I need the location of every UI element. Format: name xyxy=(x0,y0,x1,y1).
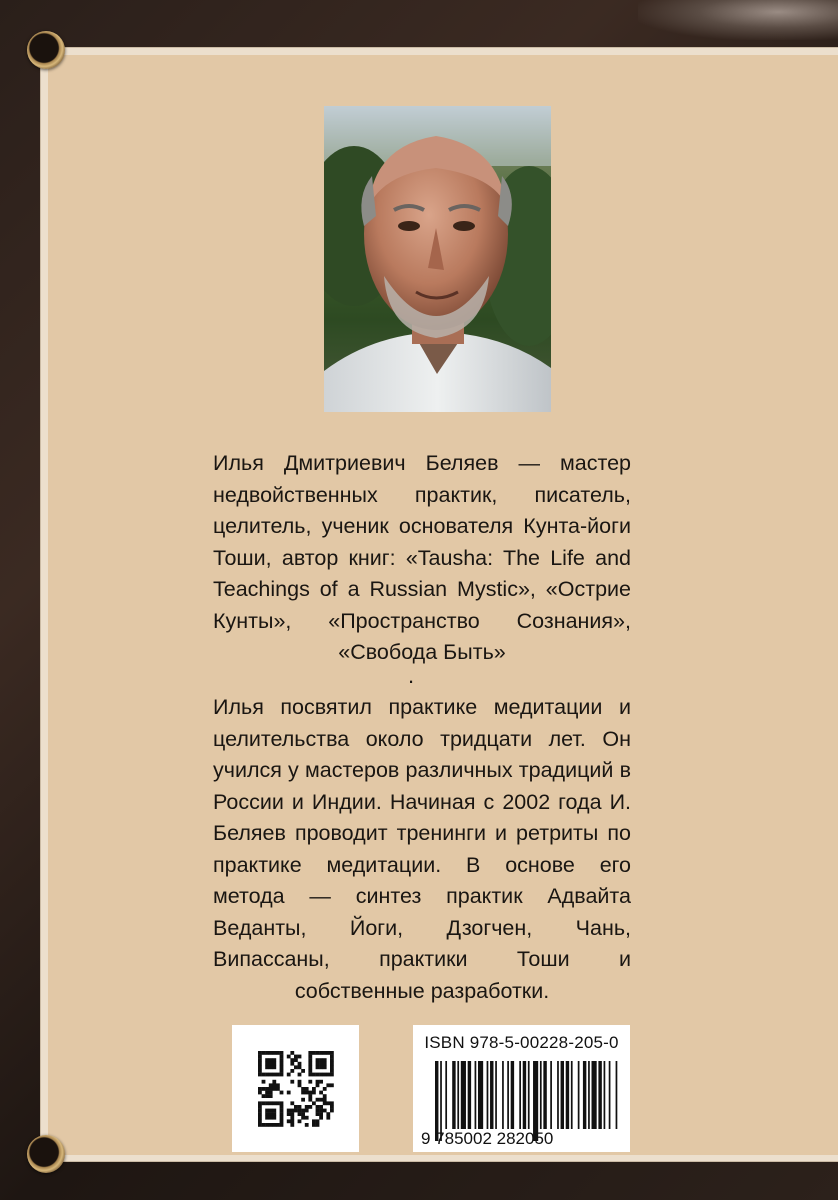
qr-module xyxy=(280,1116,284,1120)
qr-module xyxy=(272,1065,276,1069)
qr-module xyxy=(265,1087,269,1091)
barcode-bar xyxy=(616,1061,618,1129)
qr-module xyxy=(298,1065,302,1069)
qr-module xyxy=(265,1094,269,1098)
barcode-bar xyxy=(487,1061,489,1129)
barcode-bar xyxy=(540,1061,542,1129)
qr-module xyxy=(298,1062,302,1066)
qr-module xyxy=(301,1112,305,1116)
barcode-bar xyxy=(523,1061,526,1129)
qr-module xyxy=(294,1055,298,1059)
qr-module xyxy=(319,1062,323,1066)
barcode-bar xyxy=(561,1061,564,1129)
qr-module xyxy=(280,1119,284,1123)
qr-module xyxy=(308,1058,312,1062)
qr-module xyxy=(319,1051,323,1055)
qr-module xyxy=(269,1094,273,1098)
qr-code-card xyxy=(232,1025,359,1152)
qr-module xyxy=(280,1051,284,1055)
qr-module xyxy=(269,1123,273,1127)
qr-module xyxy=(326,1051,330,1055)
qr-module xyxy=(316,1080,320,1084)
barcode-bar xyxy=(543,1061,546,1129)
qr-module xyxy=(272,1062,276,1066)
qr-module xyxy=(290,1101,294,1105)
qr-module xyxy=(319,1073,323,1077)
qr-module xyxy=(312,1101,316,1105)
qr-module xyxy=(298,1080,302,1084)
qr-module xyxy=(272,1112,276,1116)
qr-module xyxy=(276,1101,280,1105)
qr-module xyxy=(301,1091,305,1095)
qr-module xyxy=(276,1051,280,1055)
qr-module xyxy=(272,1083,276,1087)
qr-module xyxy=(258,1101,262,1105)
qr-module xyxy=(330,1105,334,1109)
separator-dot: . xyxy=(408,663,415,688)
qr-module xyxy=(258,1087,262,1091)
qr-module xyxy=(287,1112,291,1116)
qr-module xyxy=(269,1083,273,1087)
qr-module xyxy=(258,1073,262,1077)
qr-module xyxy=(316,1119,320,1123)
qr-module xyxy=(265,1116,269,1120)
qr-module xyxy=(308,1069,312,1073)
barcode-bar xyxy=(461,1061,466,1129)
qr-module xyxy=(316,1062,320,1066)
barcode-bar xyxy=(609,1061,611,1129)
barcode-bar xyxy=(588,1061,590,1129)
corner-pin-bottom-left xyxy=(27,1135,65,1173)
qr-module xyxy=(258,1116,262,1120)
qr-module xyxy=(276,1123,280,1127)
author-photo xyxy=(324,106,551,412)
barcode-bar xyxy=(511,1061,514,1129)
qr-module xyxy=(308,1051,312,1055)
qr-module xyxy=(298,1073,302,1077)
qr-module xyxy=(258,1065,262,1069)
qr-module xyxy=(323,1065,327,1069)
qr-module xyxy=(298,1105,302,1109)
qr-module xyxy=(323,1051,327,1055)
qr-module xyxy=(294,1105,298,1109)
barcode-bar xyxy=(592,1061,597,1129)
qr-module xyxy=(312,1091,316,1095)
qr-module xyxy=(312,1051,316,1055)
qr-module xyxy=(316,1098,320,1102)
qr-module xyxy=(316,1123,320,1127)
qr-module xyxy=(330,1055,334,1059)
qr-module xyxy=(269,1112,273,1116)
qr-module xyxy=(265,1109,269,1113)
qr-module xyxy=(272,1051,276,1055)
qr-module xyxy=(262,1051,266,1055)
qr-module xyxy=(258,1112,262,1116)
barcode-bar xyxy=(550,1061,552,1129)
author-bio-paragraph: Илья Дмитриевич Беляев — мастер недвойственных практик, писатель, целитель, ученик основателя Кунта-йоги Тоши, автор книг: «Tausha: The Life and Teachings of a Russian Mystic», «Острие Кунты», «Пространство Сознания», «Свобода Быть» xyxy=(213,451,631,664)
qr-module xyxy=(319,1098,323,1102)
qr-module xyxy=(269,1062,273,1066)
barcode-card xyxy=(413,1025,630,1152)
qr-module xyxy=(298,1083,302,1087)
qr-module xyxy=(326,1083,330,1087)
qr-module xyxy=(290,1062,294,1066)
qr-module xyxy=(280,1123,284,1127)
qr-module xyxy=(287,1091,291,1095)
qr-module xyxy=(316,1083,320,1087)
qr-module xyxy=(319,1091,323,1095)
qr-module xyxy=(265,1091,269,1095)
isbn-label: ISBN 978-5-00228-205-0 xyxy=(424,1033,619,1052)
qr-module xyxy=(265,1101,269,1105)
qr-module xyxy=(287,1109,291,1113)
qr-module xyxy=(262,1087,266,1091)
qr-module xyxy=(316,1112,320,1116)
qr-module xyxy=(269,1051,273,1055)
qr-module xyxy=(319,1112,323,1116)
barcode-bar xyxy=(604,1061,606,1129)
qr-module xyxy=(290,1058,294,1062)
qr-module xyxy=(290,1080,294,1084)
qr-module xyxy=(272,1058,276,1062)
qr-module xyxy=(276,1083,280,1087)
qr-module xyxy=(308,1098,312,1102)
qr-module xyxy=(308,1055,312,1059)
qr-module xyxy=(294,1109,298,1113)
barcode-bar xyxy=(519,1061,521,1129)
qr-module xyxy=(269,1058,273,1062)
qr-module xyxy=(298,1112,302,1116)
qr-module xyxy=(272,1087,276,1091)
qr-module xyxy=(301,1069,305,1073)
qr-module xyxy=(258,1091,262,1095)
qr-module xyxy=(258,1109,262,1113)
qr-module xyxy=(308,1062,312,1066)
qr-module xyxy=(308,1065,312,1069)
qr-module xyxy=(280,1073,284,1077)
qr-module xyxy=(298,1119,302,1123)
barcode-bar xyxy=(445,1061,447,1129)
qr-module xyxy=(326,1101,330,1105)
qr-module xyxy=(290,1069,294,1073)
qr-module xyxy=(330,1101,334,1105)
qr-module xyxy=(265,1062,269,1066)
qr-module xyxy=(280,1065,284,1069)
qr-module xyxy=(265,1123,269,1127)
qr-module xyxy=(265,1058,269,1062)
qr-module xyxy=(262,1123,266,1127)
qr-module xyxy=(287,1073,291,1077)
qr-module xyxy=(323,1101,327,1105)
barcode-bar xyxy=(578,1061,580,1129)
author-portrait-illustration xyxy=(324,106,551,412)
qr-module xyxy=(330,1058,334,1062)
qr-module xyxy=(305,1087,309,1091)
qr-module xyxy=(269,1116,273,1120)
qr-module xyxy=(330,1109,334,1113)
barcode-bar xyxy=(502,1061,504,1129)
qr-module xyxy=(301,1116,305,1120)
qr-code xyxy=(232,1025,359,1152)
qr-module xyxy=(305,1116,309,1120)
barcode-digits: 9 785002 282050 xyxy=(421,1129,554,1148)
qr-module xyxy=(269,1101,273,1105)
qr-module xyxy=(294,1058,298,1062)
qr-module xyxy=(269,1109,273,1113)
qr-module xyxy=(269,1087,273,1091)
qr-module xyxy=(326,1112,330,1116)
qr-module xyxy=(272,1109,276,1113)
qr-module xyxy=(319,1109,323,1113)
qr-module xyxy=(305,1105,309,1109)
qr-module xyxy=(290,1051,294,1055)
qr-module xyxy=(290,1119,294,1123)
qr-module xyxy=(280,1058,284,1062)
qr-module xyxy=(280,1112,284,1116)
qr-module xyxy=(258,1055,262,1059)
qr-module xyxy=(258,1119,262,1123)
qr-module xyxy=(280,1062,284,1066)
qr-module xyxy=(308,1091,312,1095)
qr-module xyxy=(305,1109,309,1113)
barcode-bar xyxy=(468,1061,471,1129)
barcode-bar xyxy=(475,1061,477,1129)
corner-pin-top-left xyxy=(27,31,65,69)
qr-module xyxy=(276,1073,280,1077)
qr-module xyxy=(316,1105,320,1109)
qr-module xyxy=(269,1065,273,1069)
qr-module xyxy=(262,1073,266,1077)
qr-module xyxy=(319,1065,323,1069)
qr-module xyxy=(272,1073,276,1077)
qr-module xyxy=(262,1101,266,1105)
qr-module xyxy=(319,1105,323,1109)
qr-module xyxy=(269,1073,273,1077)
qr-module xyxy=(312,1087,316,1091)
qr-module xyxy=(323,1062,327,1066)
qr-module xyxy=(323,1073,327,1077)
barcode-bar xyxy=(452,1061,455,1129)
barcode-bar xyxy=(528,1061,530,1129)
qr-module xyxy=(298,1055,302,1059)
barcode-bar xyxy=(598,1061,601,1129)
qr-module xyxy=(272,1116,276,1120)
qr-module xyxy=(312,1073,316,1077)
barcode-bar xyxy=(490,1061,493,1129)
qr-module xyxy=(301,1109,305,1113)
qr-module xyxy=(316,1051,320,1055)
qr-module xyxy=(258,1105,262,1109)
qr-module xyxy=(272,1123,276,1127)
barcode-bar xyxy=(495,1061,497,1129)
barcode-bar xyxy=(557,1061,559,1129)
qr-module xyxy=(272,1101,276,1105)
qr-module xyxy=(323,1109,327,1113)
qr-module xyxy=(323,1094,327,1098)
barcode-bar xyxy=(478,1061,483,1129)
qr-module xyxy=(319,1116,323,1120)
qr-module xyxy=(319,1058,323,1062)
barcode-bar xyxy=(583,1061,586,1129)
qr-module xyxy=(301,1087,305,1091)
qr-module xyxy=(258,1069,262,1073)
qr-module xyxy=(265,1065,269,1069)
qr-module xyxy=(319,1080,323,1084)
qr-module xyxy=(280,1055,284,1059)
qr-module xyxy=(326,1073,330,1077)
qr-module xyxy=(316,1058,320,1062)
qr-module xyxy=(258,1062,262,1066)
qr-module xyxy=(290,1109,294,1113)
qr-module xyxy=(280,1069,284,1073)
qr-module xyxy=(269,1091,273,1095)
qr-module xyxy=(258,1123,262,1127)
qr-module xyxy=(323,1058,327,1062)
qr-module xyxy=(312,1119,316,1123)
qr-module xyxy=(316,1065,320,1069)
qr-module xyxy=(298,1109,302,1113)
qr-module xyxy=(290,1116,294,1120)
qr-module xyxy=(330,1073,334,1077)
qr-module xyxy=(323,1087,327,1091)
qr-module xyxy=(258,1051,262,1055)
qr-module xyxy=(308,1073,312,1077)
qr-module xyxy=(326,1116,330,1120)
qr-module xyxy=(262,1080,266,1084)
qr-module xyxy=(280,1109,284,1113)
qr-module xyxy=(323,1098,327,1102)
qr-module xyxy=(265,1051,269,1055)
qr-module xyxy=(330,1069,334,1073)
qr-module xyxy=(280,1091,284,1095)
qr-module xyxy=(308,1094,312,1098)
qr-module xyxy=(280,1105,284,1109)
qr-module xyxy=(272,1080,276,1084)
qr-module xyxy=(330,1083,334,1087)
qr-module xyxy=(287,1055,291,1059)
barcode-bar xyxy=(566,1061,569,1129)
qr-module xyxy=(276,1087,280,1091)
qr-module xyxy=(330,1062,334,1066)
qr-module xyxy=(290,1112,294,1116)
qr-module xyxy=(265,1112,269,1116)
qr-module xyxy=(330,1051,334,1055)
qr-module xyxy=(330,1065,334,1069)
background-blur xyxy=(638,0,838,40)
qr-module xyxy=(301,1098,305,1102)
qr-module xyxy=(280,1101,284,1105)
author-career-paragraph: Илья посвятил практике медитации и целительства около тридцати лет. Он учился у мастеров различных традиций в России и Индии. Начиная с 2002 года И. Беляев проводит тренинги и ретриты по практике медитации. В основе его метода — синтез практик Адвайта Веданты, Йоги, Дзогчен, Чань, Випассаны, практики Тоши и собственные разработки. xyxy=(213,695,631,1003)
barcode-bar xyxy=(457,1061,459,1129)
qr-module xyxy=(308,1080,312,1084)
qr-module xyxy=(316,1073,320,1077)
qr-module xyxy=(258,1058,262,1062)
qr-module xyxy=(294,1065,298,1069)
qr-module xyxy=(262,1094,266,1098)
qr-module xyxy=(316,1109,320,1113)
qr-module xyxy=(305,1123,309,1127)
qr-module xyxy=(305,1091,309,1095)
qr-module xyxy=(290,1123,294,1127)
qr-module xyxy=(265,1073,269,1077)
barcode-bar xyxy=(507,1061,509,1129)
qr-module xyxy=(308,1105,312,1109)
qr-module xyxy=(312,1123,316,1127)
qr-module xyxy=(287,1119,291,1123)
barcode-bar xyxy=(571,1061,573,1129)
